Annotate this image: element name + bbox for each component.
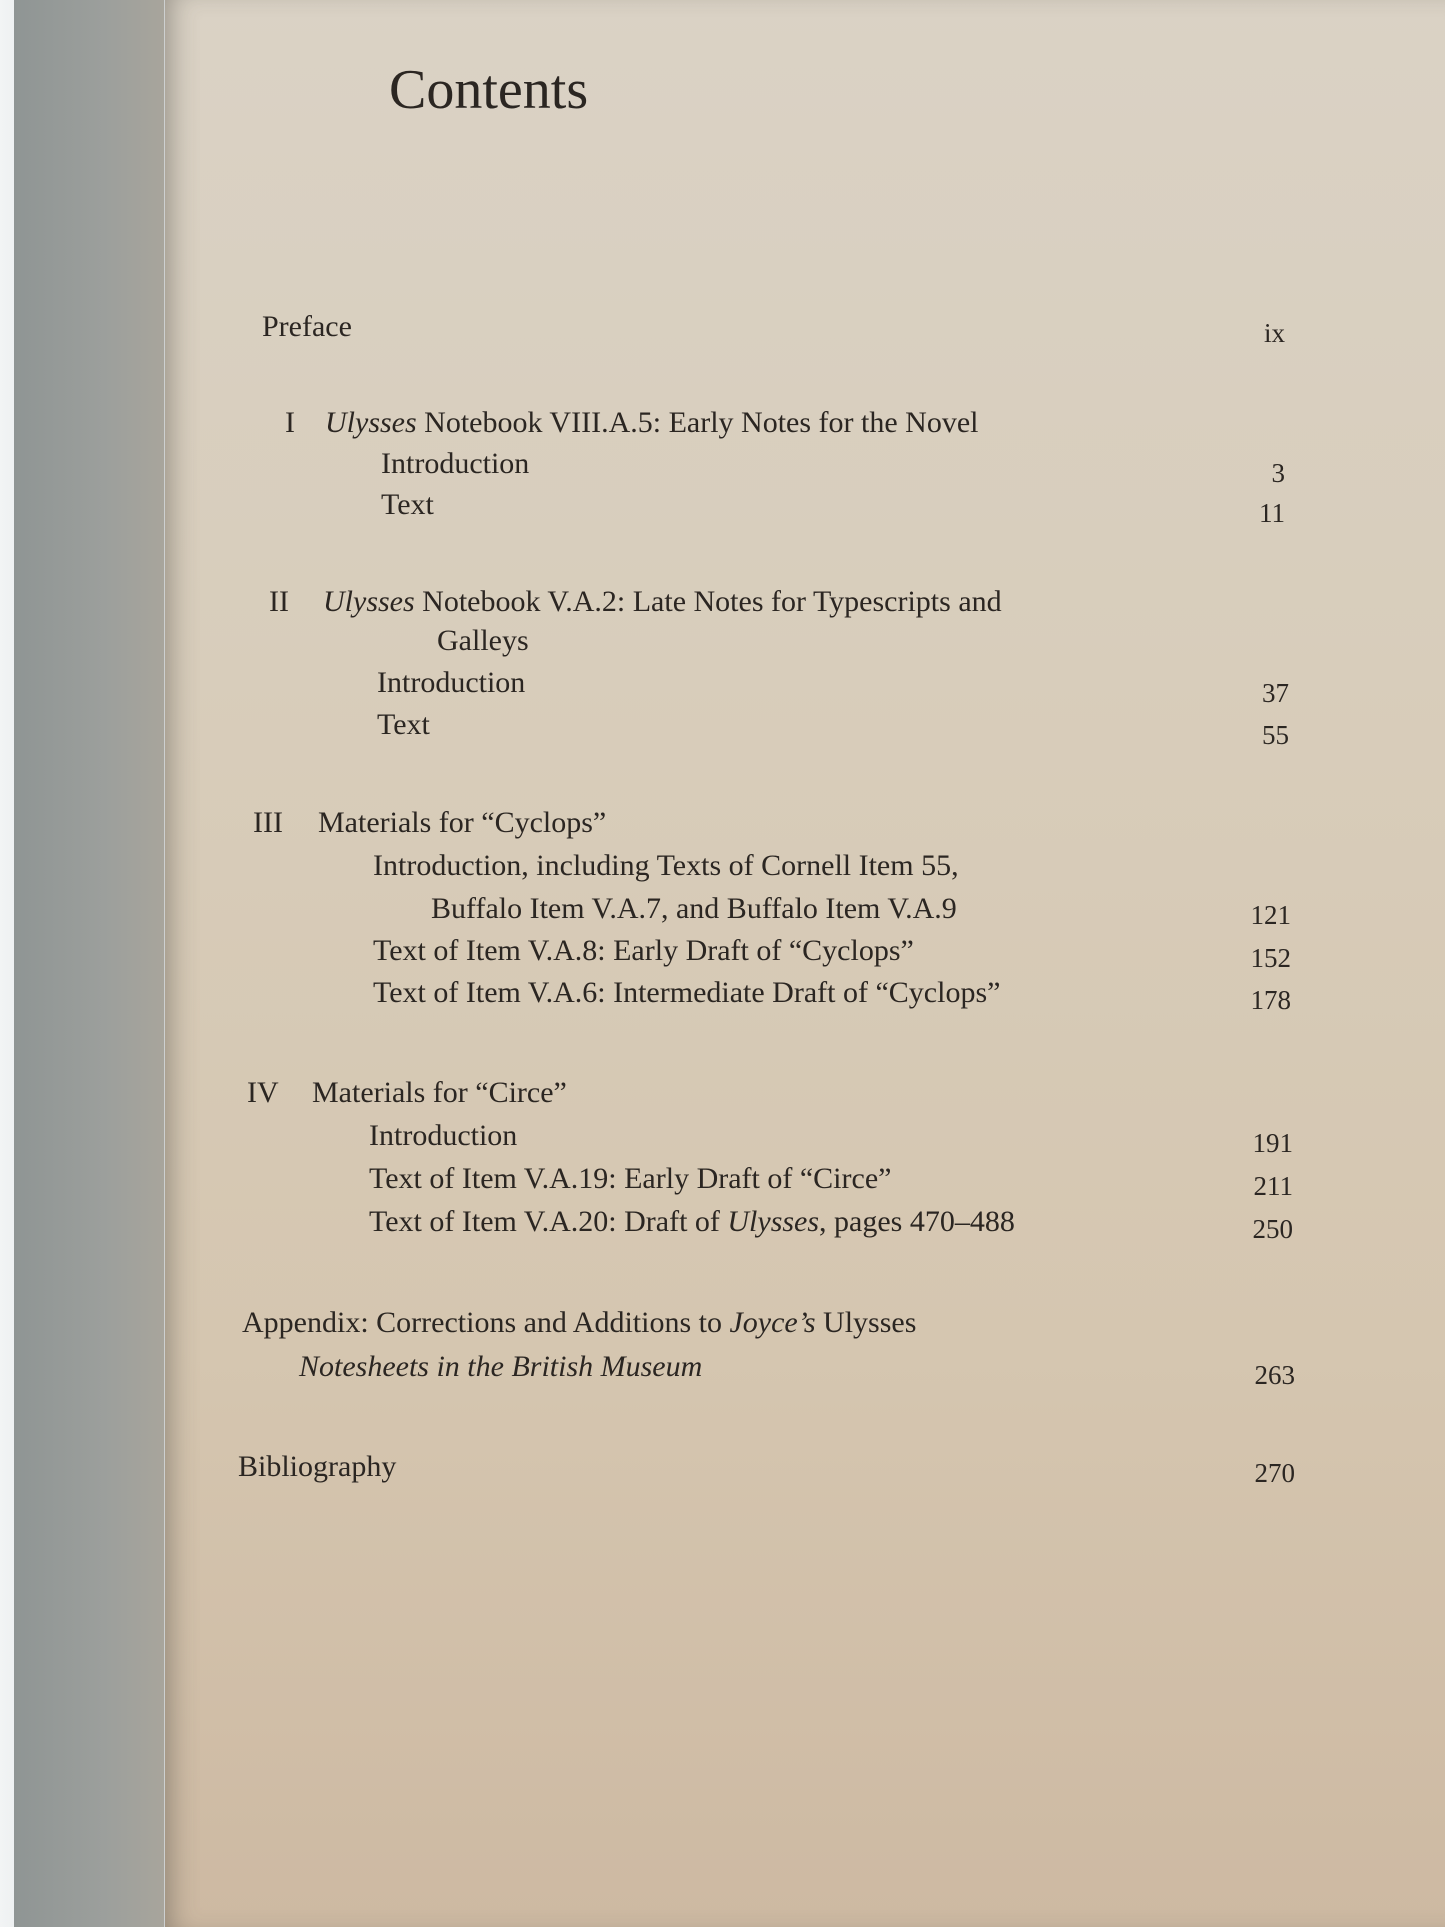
appendix-page: 263 [1254,1360,1295,1390]
part3-item2-page: 178 [1250,985,1291,1015]
part1-text-label: Text [381,488,434,521]
part4-intro-label: Introduction [369,1119,518,1152]
part2-intro-label: Introduction [377,666,526,699]
book-edge-shadow [14,0,164,1927]
part4-numeral: IV [247,1076,279,1109]
part4-item2-pre: Text of Item V.A.20: Draft of [369,1205,728,1238]
part4-title: Materials for “Circe” [312,1076,567,1109]
preface-page: ix [1263,318,1285,348]
part2-intro-page: 37 [1262,678,1289,708]
part4-intro-page: 191 [1252,1128,1293,1158]
book-page [165,0,1445,1927]
part1-title-italic: Ulysses [325,406,417,439]
part2-numeral: II [269,585,289,618]
bibliography-label: Bibliography [238,1450,397,1483]
part1-intro-label: Introduction [381,447,530,480]
part2-title-rest: Notebook V.A.2: Late Notes for Typescripts and [414,585,1002,618]
part4-item1-page: 211 [1253,1171,1293,1201]
appendix-line1-pre: Appendix: Corrections and Additions to [242,1306,730,1339]
part1-text-page: 11 [1259,498,1285,528]
appendix-line1 [242,1308,916,1338]
part3-title: Materials for “Cyclops” [318,806,607,839]
part1-title [325,408,978,438]
part3-intro-page: 121 [1250,900,1291,930]
part2-title-italic: Ulysses [323,585,415,618]
part3-item1-page: 152 [1250,943,1291,973]
part1-title-rest: Notebook VIII.A.5: Early Notes for the Novel [416,406,979,439]
part2-title-line2: Galleys [437,624,529,657]
appendix-line1-italic: Joyce’s [729,1306,816,1339]
part3-intro-line1: Introduction, including Texts of Cornell Item 55, [373,849,959,882]
part1-numeral: I [285,406,295,439]
part4-item2-page: 250 [1252,1214,1293,1244]
part4-item2-post: , pages 470–488 [819,1205,1015,1238]
appendix-line2: Notesheets in the British Museum [299,1350,703,1383]
part4-item1-label: Text of Item V.A.19: Early Draft of “Circe” [369,1162,892,1195]
part2-title [323,587,1002,617]
part3-item1-label: Text of Item V.A.8: Early Draft of “Cyclops” [373,934,914,967]
appendix-line1-post: Ulysses [815,1306,917,1339]
bibliography-page: 270 [1254,1458,1295,1488]
part3-intro-line2: Buffalo Item V.A.7, and Buffalo Item V.A.9 [431,892,957,925]
preface-label: Preface [262,310,352,343]
part4-item2-label [369,1207,1015,1237]
part3-item2-label: Text of Item V.A.6: Intermediate Draft of “Cyclops” [373,976,1001,1009]
part1-intro-page: 3 [1271,458,1285,488]
part3-numeral: III [253,806,283,839]
part2-text-label: Text [377,708,430,741]
part2-text-page: 55 [1262,720,1289,750]
page-title: Contents [389,59,589,121]
part4-item2-italic: Ulysses [727,1205,820,1238]
